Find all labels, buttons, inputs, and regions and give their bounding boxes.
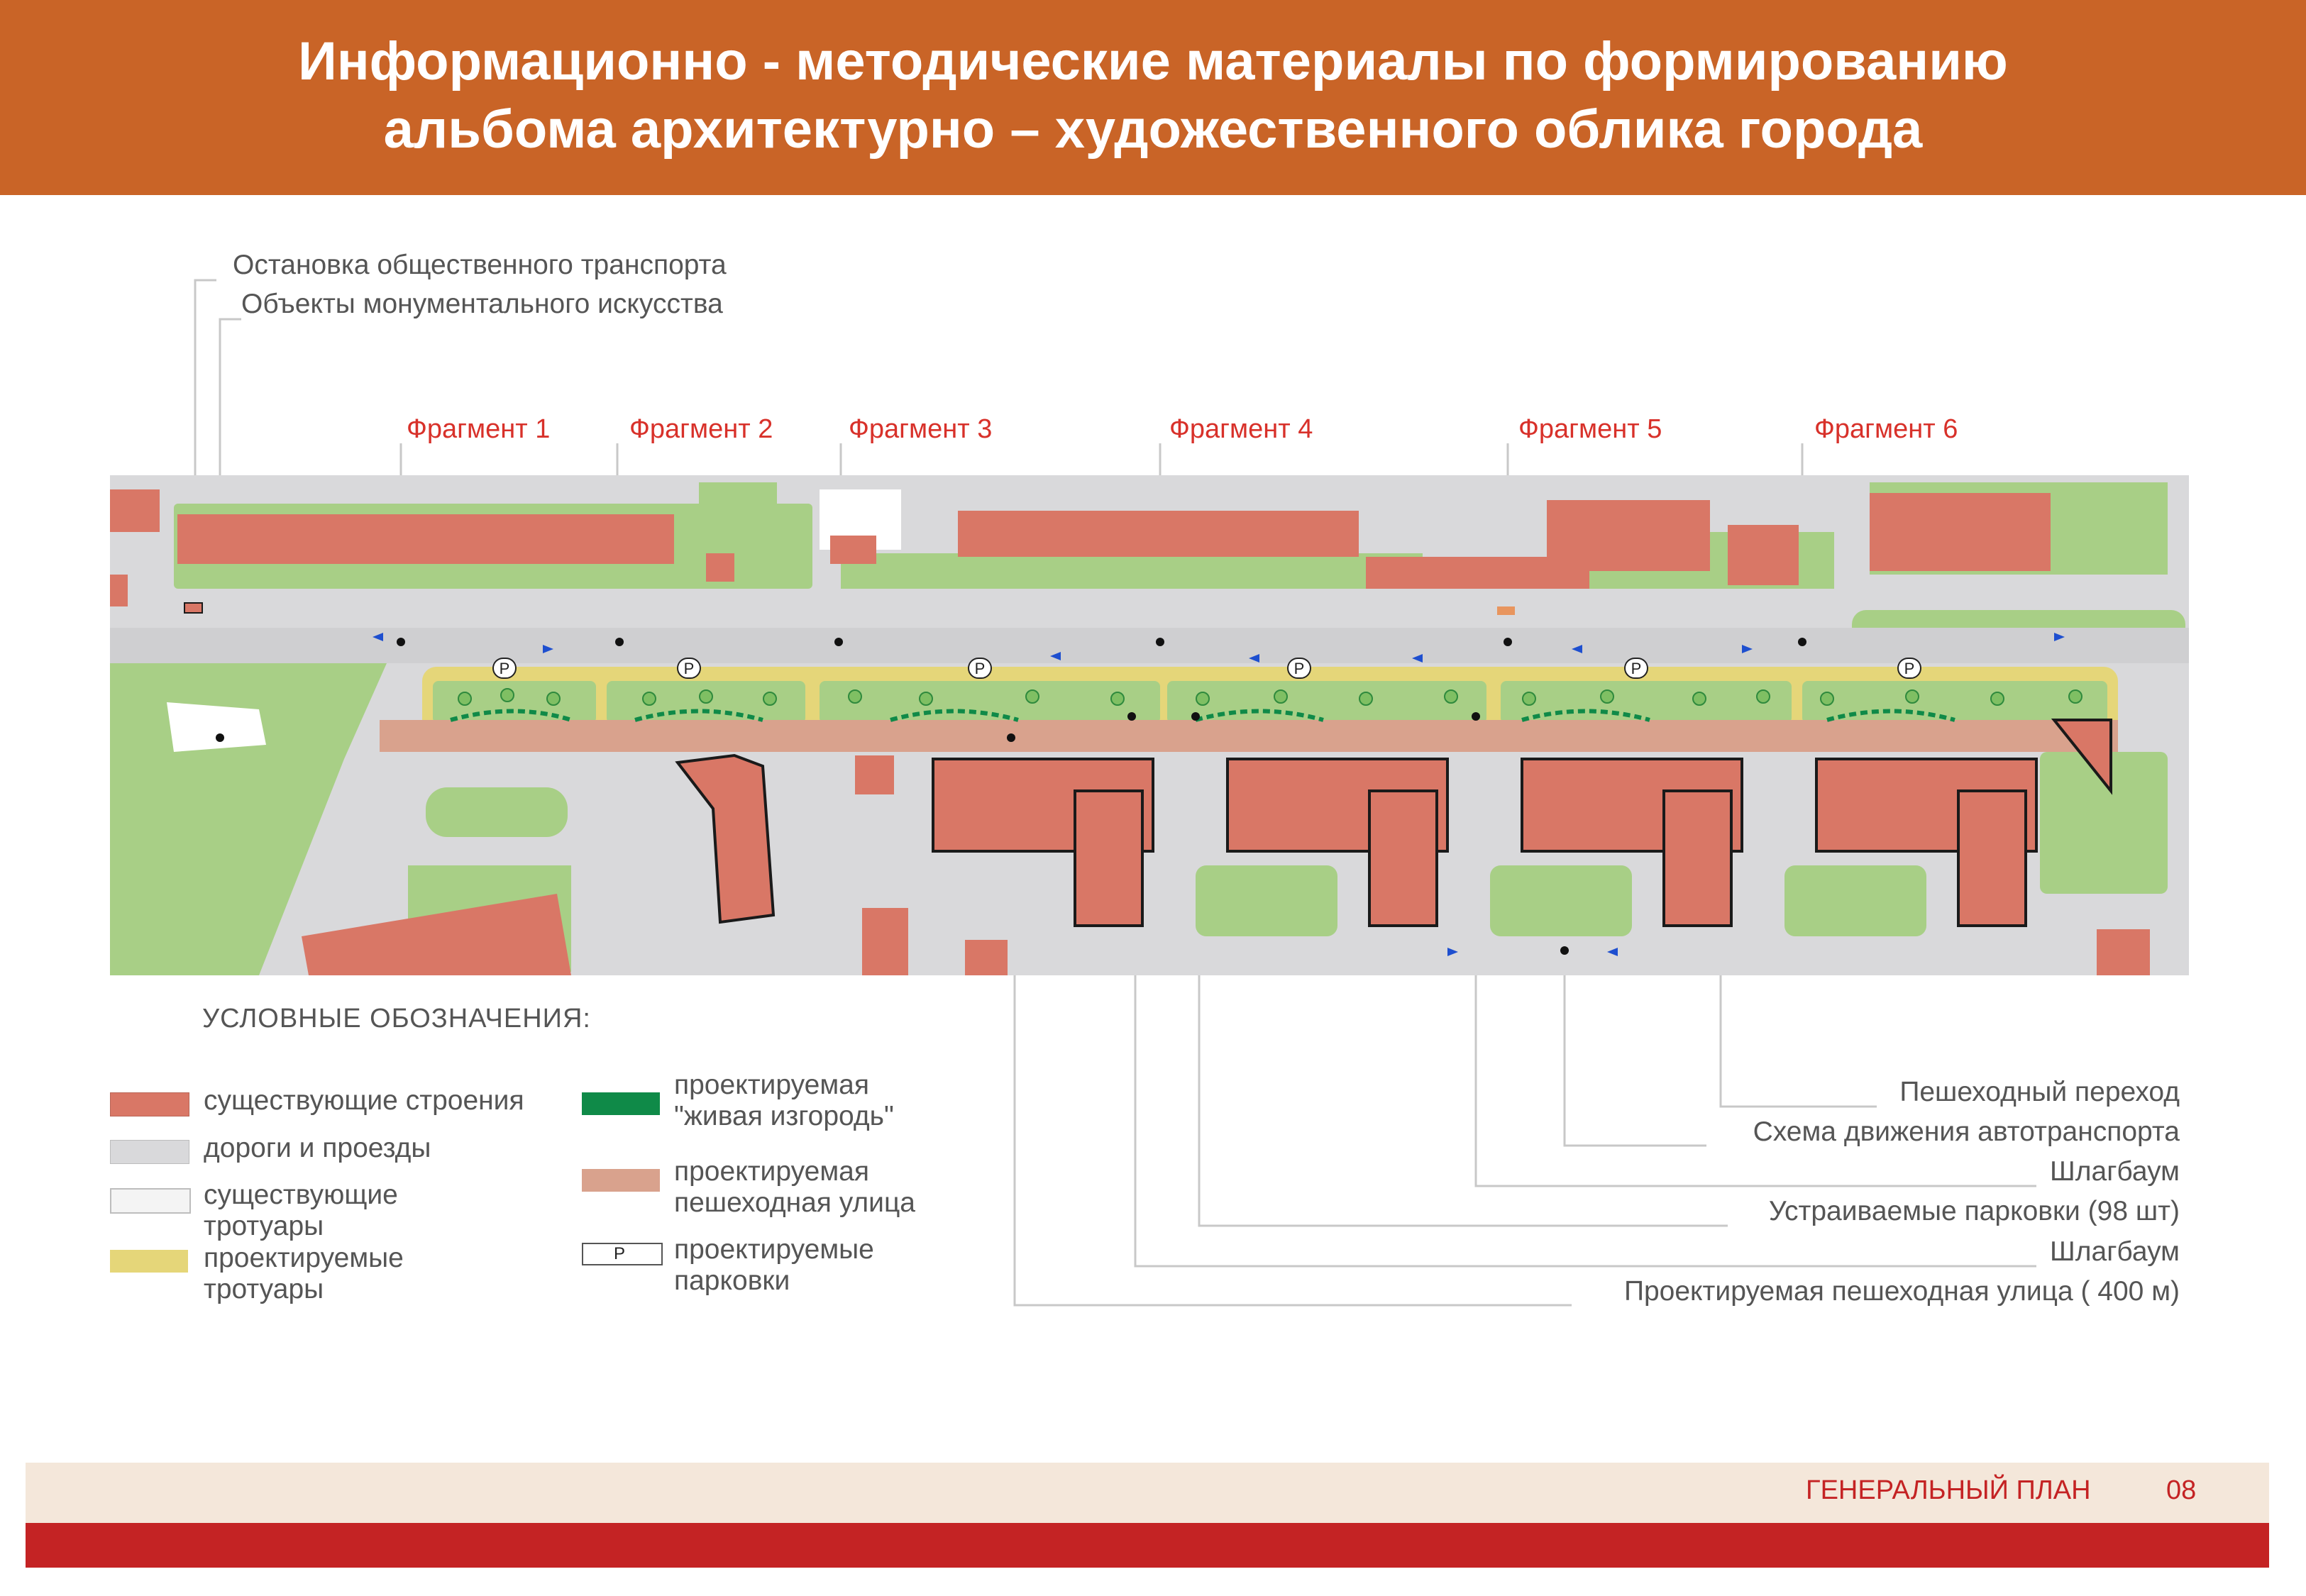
header-title-line-1: Информационно - методические материалы по формированию (298, 31, 2008, 92)
main-road (110, 628, 2189, 663)
legend-swatch-parking (582, 1243, 663, 1265)
legend-swatch-existing-sidewalks (110, 1188, 191, 1214)
site-plan-map (110, 475, 2189, 975)
parking-mark: P (1631, 660, 1642, 677)
legend-label-buildings: существующие строения (204, 1085, 524, 1116)
legend-swatch-projected-sidewalks (110, 1250, 188, 1273)
label-pedestrian-crossing: Пешеходный переход (1899, 1077, 2180, 1107)
green-area (426, 787, 568, 837)
green-area (1196, 865, 1337, 936)
footer-red-strip (26, 1523, 2269, 1568)
fragment-4-label[interactable]: Фрагмент 4 (1169, 414, 1313, 444)
fragment-6-label[interactable]: Фрагмент 6 (1814, 414, 1958, 444)
legend-label-existing-sidewalks: существующие тротуары (204, 1180, 398, 1241)
fragment-2-label[interactable]: Фрагмент 2 (629, 414, 773, 444)
transport-stop-label: Остановка общественного транспорта (233, 250, 727, 280)
legend-swatch-roads (110, 1140, 189, 1164)
label-barrier-2: Шлагбаум (2050, 1236, 2180, 1267)
parking-mark: P (974, 660, 986, 677)
fragment-5-label[interactable]: Фрагмент 5 (1518, 414, 1662, 444)
legend-swatch-pedestrian-street (582, 1169, 660, 1192)
fragment-1-label[interactable]: Фрагмент 1 (407, 414, 551, 444)
legend-label-parking: проектируемые парковки (674, 1234, 874, 1296)
label-barrier-1: Шлагбаум (2050, 1156, 2180, 1187)
bus-stop-marker (1497, 606, 1515, 615)
label-traffic-scheme: Схема движения автотранспорта (1753, 1116, 2180, 1147)
monumental-art-label: Объекты монументального искусства (241, 289, 723, 319)
legend-title: УСЛОВНЫЕ ОБОЗНАЧЕНИЯ: (202, 1004, 591, 1033)
footer-page-number: 08 (2166, 1475, 2197, 1505)
legend-swatch-buildings (110, 1092, 189, 1116)
parking-mark: P (683, 660, 695, 677)
parking-mark: P (1293, 660, 1305, 677)
green-area (699, 482, 777, 539)
green-islands (433, 681, 2107, 724)
pedestrian-street (380, 720, 2118, 752)
fragment-3-label[interactable]: Фрагмент 3 (849, 414, 993, 444)
legend-swatch-hedge (582, 1092, 660, 1115)
legend-label-projected-sidewalks: проектируемые тротуары (204, 1243, 404, 1304)
legend-label-roads: дороги и проезды (204, 1133, 431, 1163)
green-area (1784, 865, 1926, 936)
legend-label-pedestrian-street: проектируемая пешеходная улица (674, 1156, 915, 1218)
parking-mark: P (1904, 660, 1915, 677)
green-area (841, 553, 1423, 589)
parking-mark: P (499, 660, 510, 677)
plaza (167, 702, 266, 752)
header-title-line-2: альбома архитектурно – художественного облика города (383, 99, 1923, 160)
footer-section-title: ГЕНЕРАЛЬНЫЙ ПЛАН (1806, 1475, 2091, 1505)
green-area (1490, 865, 1632, 936)
label-pedestrian-street-length: Проектируемая пешеходная улица ( 400 м) (1623, 1276, 2180, 1307)
bus-stop-marker (184, 603, 202, 613)
parking-mark: P (614, 1244, 626, 1263)
legend-label-hedge: проектируемая "живая изгородь" (674, 1070, 894, 1131)
label-parking-count: Устраиваемые парковки (98 шт) (1768, 1196, 2180, 1226)
